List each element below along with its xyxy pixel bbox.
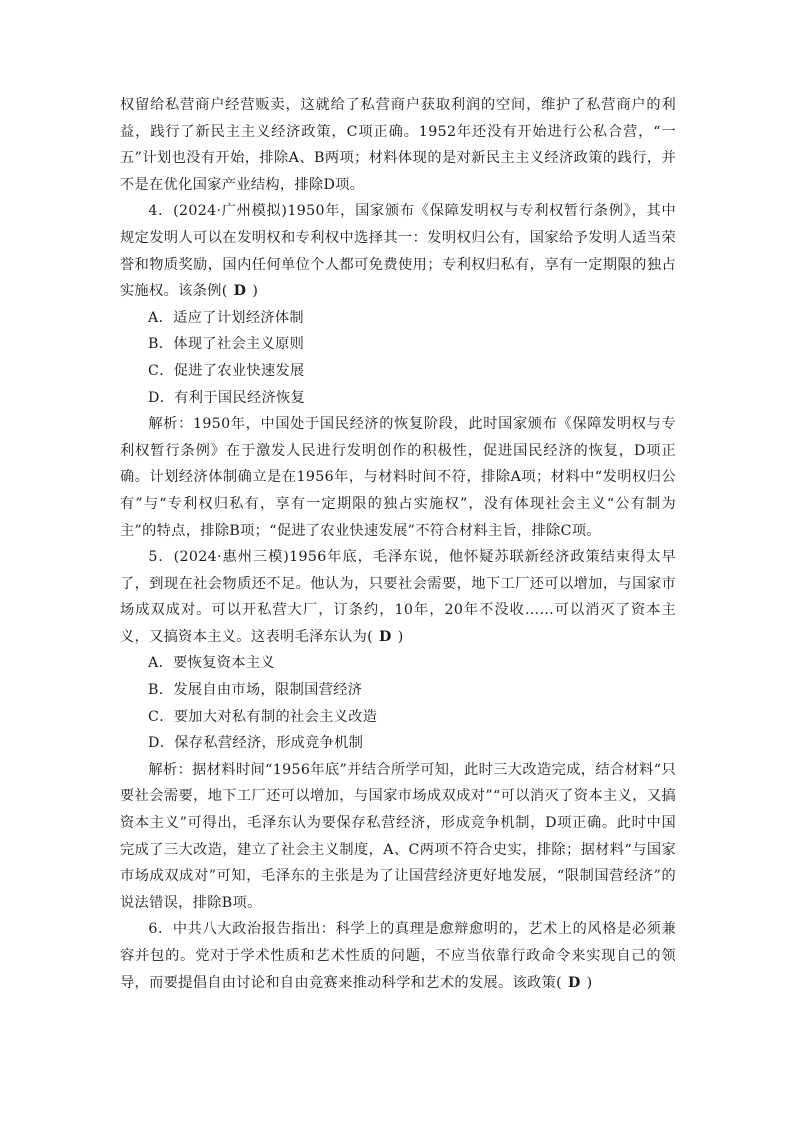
answer-mark: D bbox=[379, 628, 392, 645]
answer-mark: D bbox=[568, 974, 581, 991]
stem-close: ) bbox=[252, 283, 259, 300]
question-stem bbox=[120, 916, 676, 996]
stem-close: ) bbox=[397, 628, 404, 645]
intro-paragraph: 权留给私营商户经营贩卖，这就给了私营商户获取利润的空间，维护了私营商户的利益，践行了新民主主义经济政策，C项正确。1952年还没有开始进行公私合营，“一五”计划也没有开始，排除A、B两项；材料体现的是对新民主主义经济政策的践行，并不是在优化国家产业结构，排除D项。 bbox=[120, 97, 676, 193]
answer-mark: D bbox=[233, 283, 247, 300]
stem-text: 5．(2024·惠州三模)1956年底，毛泽东说，他怀疑苏联新经济政策结束得太早了，到现在社会物质还不足。他认为，只要社会需要，地下工厂还可以增加，与国家市场成双成对。可以开私营大厂，订条约，10年，20年不没收……可以消灭了资本主义，又搞资本主义。这表明毛泽东认为( bbox=[120, 549, 676, 645]
option-c: C．促进了农业快速发展 bbox=[148, 362, 305, 379]
question-6 bbox=[120, 916, 676, 996]
option-d: D．保存私营经济，形成竞争机制 bbox=[148, 735, 364, 752]
stem-text: 6．中共八大政治报告指出：科学上的真理是愈辩愈明的，艺术上的风格是必须兼容并包的。党对于学术性质和艺术性质的问题，不应当依靠行政命令来实现自己的领导，而要提倡自由讨论和自由竞赛来推动科学和艺术的发展。该政策( bbox=[120, 921, 676, 991]
stem-text: 4．(2024·广州模拟)1950年，国家颁布《保障发明权与专利权暂行条例》，其中规定发明人可以在发明权和专利权中选择其一：发明权归公有，国家给予发明人适当荣誉和物质奖励，国内任何单位个人都可免费使用；专利权归私有，享有一定期限的独占实施权。该条例( bbox=[120, 203, 676, 300]
option-a: A．适应了计划经济体制 bbox=[148, 309, 304, 326]
question-4 bbox=[120, 198, 676, 544]
question-5 bbox=[120, 544, 676, 916]
analysis: 解析：据材料时间“1956年底”并结合所学可知，此时三大改造完成，结合材料“只要社会需要，地下工厂还可以增加，与国家市场成双成对”“可以消灭了资本主义，又搞资本主义”可得出，毛泽东认为要保存私营经济，形成竞争机制，D项正确。此时中国完成了三大改造，建立了社会主义制度，A、C两项不符合史实，排除；据材料“与国家市场成双成对”可知，毛泽东的主张是为了让国营经济更好地发展，“限制国营经济”的说法错误，排除B项。 bbox=[120, 761, 676, 911]
question-stem bbox=[120, 544, 676, 650]
option-b: B．体现了社会主义原则 bbox=[148, 336, 305, 353]
option-a: A．要恢复资本主义 bbox=[148, 655, 275, 672]
option-d: D．有利于国民经济恢复 bbox=[148, 389, 306, 406]
document-body bbox=[120, 92, 676, 996]
stem-close: ) bbox=[586, 974, 593, 991]
option-b: B．发展自由市场，限制国营经济 bbox=[148, 682, 363, 699]
option-c: C．要加大对私有制的社会主义改造 bbox=[148, 708, 378, 725]
question-stem bbox=[120, 198, 676, 304]
analysis: 解析：1950年，中国处于国民经济的恢复阶段，此时国家颁布《保障发明权与专利权暂行条例》在于激发人民进行发明创作的积极性，促进国民经济的恢复，D项正确。计划经济体制确立是在1956年，与材料时间不符，排除A项；材料中“发明权归公有”与“专利权归私有，享有一定期限的独占实施权”，没有体现社会主义“公有制为主”的特点，排除B项；“促进了农业快速发展”不符合材料主旨，排除C项。 bbox=[120, 416, 676, 539]
